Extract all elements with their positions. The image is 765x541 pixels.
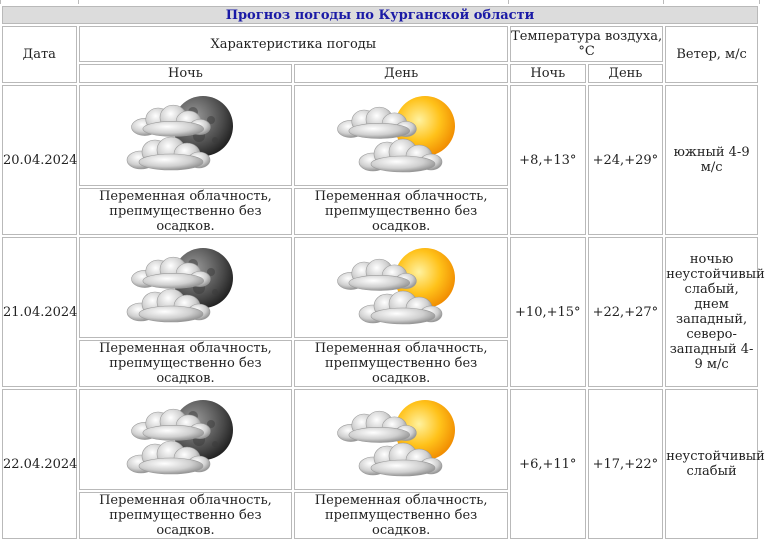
- table-row: [2, 389, 758, 490]
- temp-day-value: +24,+29°: [588, 85, 664, 235]
- partly-cloudy-day-icon: [295, 242, 507, 334]
- partly-cloudy-night-icon: [80, 90, 292, 182]
- day-description: Переменная облачность, препмущественно без осадков.: [294, 340, 508, 387]
- table-row: [2, 237, 758, 338]
- temp-day-value: +17,+22°: [588, 389, 664, 539]
- header-temp-night: Ночь: [510, 64, 586, 83]
- header-day: День: [294, 64, 508, 83]
- partly-cloudy-night-icon: [80, 242, 292, 334]
- day-description: Переменная облачность, препмущественно без осадков.: [294, 188, 508, 235]
- temp-night-value: +6,+11°: [510, 389, 586, 539]
- table-title: Прогноз погоды по Курганской области: [2, 6, 758, 24]
- temp-night-value: +10,+15°: [510, 237, 586, 387]
- header-date: Дата: [2, 26, 77, 83]
- row-date: 21.04.2024: [2, 237, 77, 387]
- temp-day-value: +22,+27°: [588, 237, 664, 387]
- header-weather: Характеристика погоды: [79, 26, 508, 62]
- wind-value: южный 4-9 м/с: [665, 85, 758, 235]
- night-description: Переменная облачность, препмущественно без осадков.: [79, 492, 293, 539]
- day-weather-cell: [294, 389, 508, 490]
- table-row: [2, 85, 758, 186]
- wind-value: неустойчивый слабый: [665, 389, 758, 539]
- partly-cloudy-day-icon: [295, 394, 507, 486]
- row-date: 22.04.2024: [2, 389, 77, 539]
- night-weather-cell: [79, 389, 293, 490]
- night-weather-cell: [79, 237, 293, 338]
- header-wind: Ветер, м/с: [665, 26, 758, 83]
- night-weather-cell: [79, 85, 293, 186]
- wind-value: ночью неустойчивый слабый, днем западный, северо-западный 4-9 м/с: [665, 237, 758, 387]
- day-weather-cell: [294, 85, 508, 186]
- night-description: Переменная облачность, препмущественно без осадков.: [79, 188, 293, 235]
- day-description: Переменная облачность, препмущественно без осадков.: [294, 492, 508, 539]
- header-temp-day: День: [588, 64, 664, 83]
- forecast-table: [0, 4, 765, 541]
- temp-night-value: +8,+13°: [510, 85, 586, 235]
- header-night: Ночь: [79, 64, 293, 83]
- partly-cloudy-night-icon: [80, 394, 292, 486]
- partly-cloudy-day-icon: [295, 90, 507, 182]
- header-temperature: Температура воздуха, °C: [510, 26, 663, 62]
- night-description: Переменная облачность, препмущественно без осадков.: [79, 340, 293, 387]
- day-weather-cell: [294, 237, 508, 338]
- row-date: 20.04.2024: [2, 85, 77, 235]
